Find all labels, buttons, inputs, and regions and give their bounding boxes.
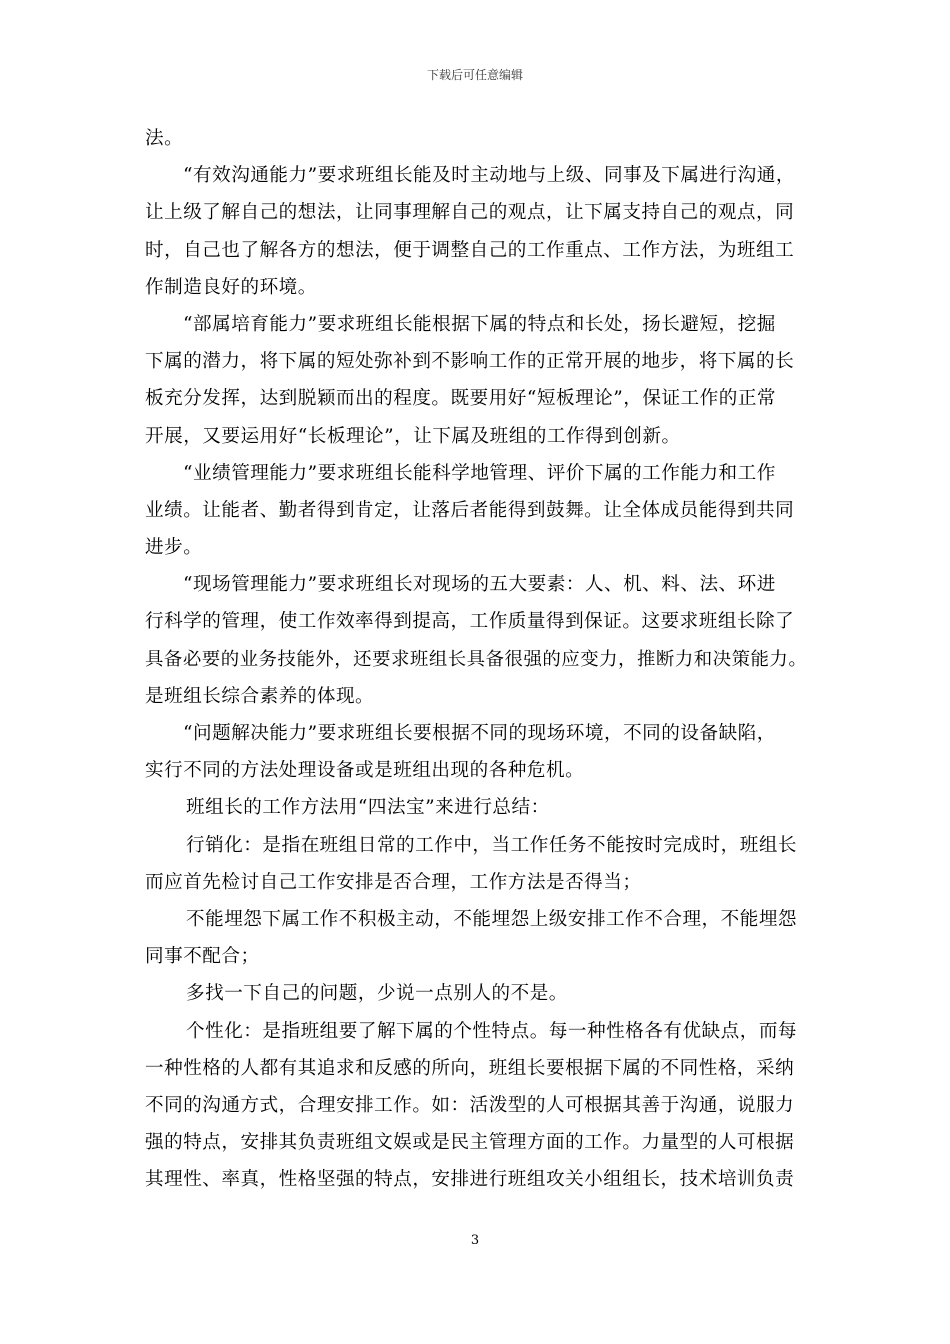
text-line: 班组长的工作方法用“四法宝”来进行总结： [186, 797, 550, 819]
text-line: “问题解决能力”要求班组长要根据不同的现场环境，不同的设备缺陷， [183, 723, 776, 744]
text-line: 强的特点，安排其负责班组文娱或是民主管理方面的工作。力量型的人可根据 [145, 1132, 795, 1154]
text-line: 开展，又要运用好“长板理论”，让下属及班组的工作得到创新。 [145, 425, 681, 447]
text-line: 是班组长综合素养的体现。 [145, 685, 375, 707]
text-line: 一种性格的人都有其追求和反感的所向，班组长要根据下属的不同性格，采纳 [145, 1057, 795, 1079]
text-line: 具备必要的业务技能外，还要求班组长具备很强的应变力，推断力和决策能力。 [145, 648, 808, 670]
text-line: 板充分发挥，达到脱颖而出的程度。既要用好“短板理论”，保证工作的正常 [145, 388, 777, 410]
text-line: 个性化：是指班组要了解下属的个性特点。每一种性格各有优缺点，而每 [186, 1020, 798, 1042]
text-line: “有效沟通能力”要求班组长能及时主动地与上级、同事及下属进行沟通， [183, 165, 795, 187]
text-line: 不同的沟通方式，合理安排工作。如：活泼型的人可根据其善于沟通，说服力 [145, 1094, 795, 1116]
body-text [145, 120, 807, 1198]
text-line: 下属的潜力，将下属的短处弥补到不影响工作的正常开展的地步，将下属的长 [145, 351, 795, 373]
text-line: 进步。 [145, 537, 203, 559]
text-line: 行销化：是指在班组日常的工作中，当工作任务不能按时完成时，班组长 [186, 834, 798, 856]
page-header: 下载后可任意编辑 [426, 68, 523, 82]
text-line: 让上级了解自己的想法，让同事理解自己的观点，让下属支持自己的观点，同 [145, 202, 795, 224]
text-line: 实行不同的方法处理设备或是班组出现的各种危机。 [145, 760, 585, 782]
text-line: 作制造良好的环境。 [145, 276, 317, 298]
text-line: “现场管理能力”要求班组长对现场的五大要素：人、机、料、法、环进 [183, 574, 776, 596]
text-line: 法。 [145, 128, 184, 149]
page-number: 3 [470, 1233, 480, 1248]
text-line: 其理性、率真，性格坚强的特点，安排进行班组攻关小组组长，技术培训负责 [145, 1169, 795, 1191]
text-line: “业绩管理能力”要求班组长能科学地管理、评价下属的工作能力和工作 [183, 462, 776, 484]
text-line: 而应首先检讨自己工作安排是否合理，工作方法是否得当； [145, 871, 642, 893]
text-line: 同事不配合； [145, 946, 260, 968]
text-line: 行科学的管理，使工作效率得到提高，工作质量得到保证。这要求班组长除了 [145, 611, 795, 633]
text-line: 时，自己也了解各方的想法，便于调整自己的工作重点、工作方法，为班组工 [145, 239, 795, 261]
text-line: 不能埋怨下属工作不积极主动，不能埋怨上级安排工作不合理，不能埋怨 [186, 908, 798, 930]
text-line: 业绩。让能者、勤者得到肯定，让落后者能得到鼓舞。让全体成员能得到共同 [145, 499, 795, 521]
text-line: “部属培育能力”要求班组长能根据下属的特点和长处，扬长避短，挖掘 [183, 313, 776, 335]
text-line: 多找一下自己的问题，少说一点别人的不是。 [186, 983, 568, 1005]
